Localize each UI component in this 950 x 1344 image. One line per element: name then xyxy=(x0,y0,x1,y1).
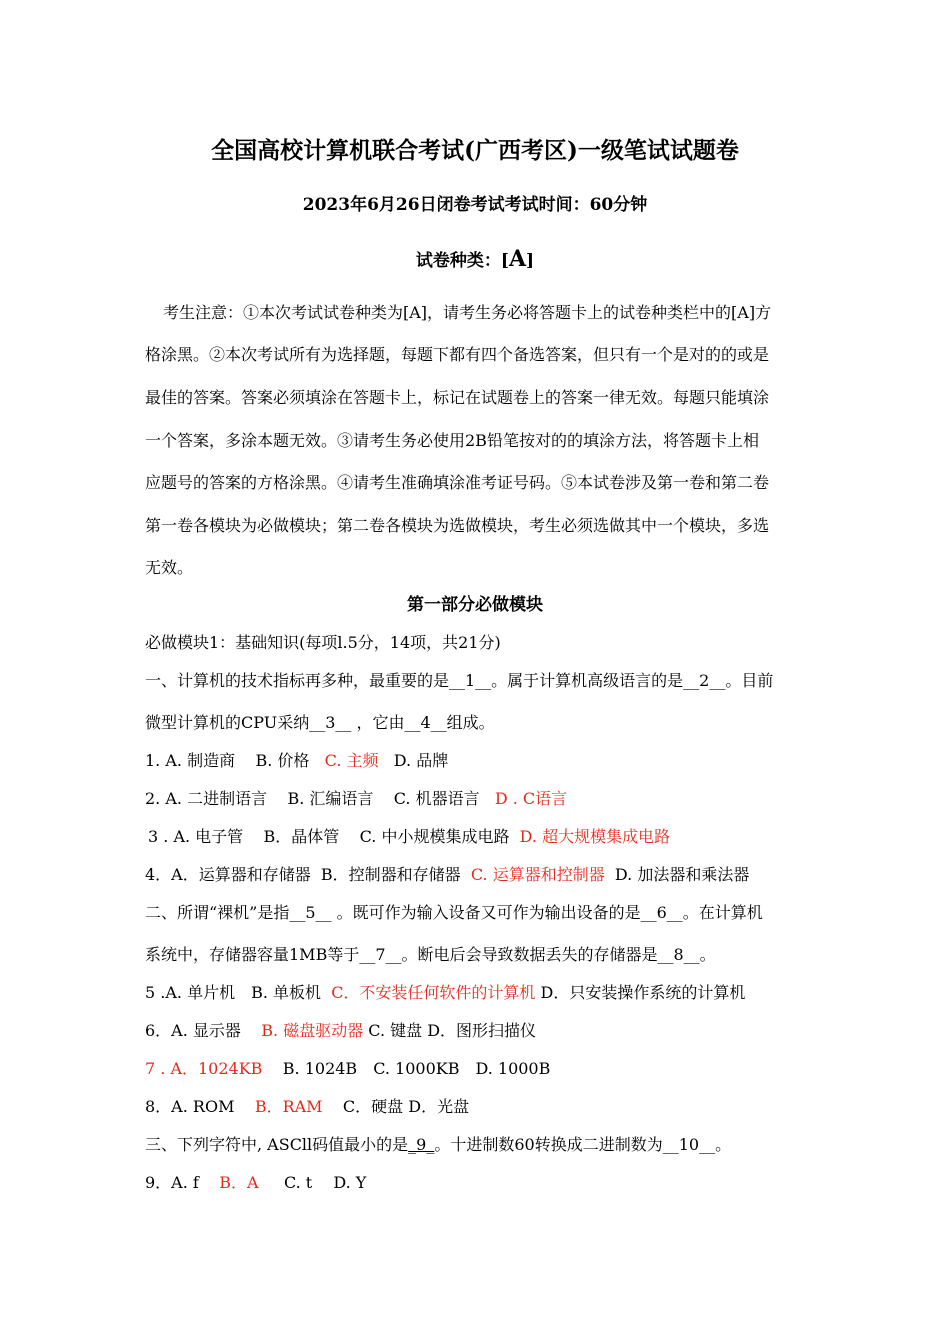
correct-answer: C．不安装任何软件的计算机 xyxy=(331,983,536,1002)
exam-title: 全国高校计算机联合考试(广西考区)一级笔试试题卷 xyxy=(211,137,739,164)
module-heading: 必做模块1：基础知识(每项l.5分，14项，共21分) xyxy=(145,633,501,652)
notice-line: 无效。 xyxy=(145,558,194,577)
option: 8．A. ROM xyxy=(145,1097,235,1116)
option: C. 中小规模集成电路 xyxy=(359,827,510,846)
options-q8 xyxy=(145,1097,810,1117)
options-q5 xyxy=(145,983,810,1003)
options-q4 xyxy=(145,865,810,885)
options-q7 xyxy=(145,1059,810,1079)
option: C. 机器语言 xyxy=(393,789,480,808)
correct-answer: B．A xyxy=(219,1173,259,1192)
section-title: 第一部分必做模块 xyxy=(407,595,543,615)
option: C．硬盘 D．光盘 xyxy=(342,1097,470,1116)
question-stem: 一、计算机的技术指标再多种，最重要的是__1__。属于计算机高级语言的是__2__。目前 xyxy=(145,671,774,690)
correct-answer: C. 运算器和控制器 xyxy=(470,865,605,884)
exam-subtitle: 2023年6月26日闭卷考试考试时间：60分钟 xyxy=(302,195,648,215)
option: B．控制器和存储器 xyxy=(320,865,461,884)
option: D. 加法器和乘法器 xyxy=(614,865,750,884)
notice-line: 最佳的答案。答案必须填涂在答题卡上，标记在试题卷上的答案一律无效。每题只能填涂 xyxy=(145,388,770,407)
notice-line: 考生注意：①本次考试试卷种类为[A]，请考生务必将答题卡上的试卷种类栏中的[A]方 xyxy=(163,303,772,322)
notice-line: 一个答案，多涂本题无效。③请考生务必使用2B铅笔按对的的填涂方法，将答题卡上相 xyxy=(145,431,759,450)
option: D. 品牌 xyxy=(393,751,449,770)
correct-answer: C. 主频 xyxy=(324,751,379,770)
options-q2 xyxy=(145,789,810,809)
option: B. 价格 xyxy=(255,751,310,770)
option: D．只安装操作系统的计算机 xyxy=(540,983,746,1002)
correct-answer: D . C语言 xyxy=(494,789,568,808)
answer-blank: _9_ xyxy=(408,1135,435,1154)
option: B. 汇编语言 xyxy=(287,789,374,808)
option: 1. A. 制造商 xyxy=(145,751,236,770)
question-stem: 微型计算机的CPU采纳__3__ ，它由__4__组成。 xyxy=(145,713,495,732)
option: C. t D. Y xyxy=(283,1173,367,1192)
notice-line: 应题号的答案的方格涂黑。④请考生准确填涂准考证号码。⑤本试卷涉及第一卷和第二卷 xyxy=(145,473,770,492)
options-q3 xyxy=(145,827,813,847)
option: 5 .A. 单片机 B. 单板机 xyxy=(145,983,322,1002)
options-q1 xyxy=(145,751,810,771)
paper-type-value: A xyxy=(508,246,527,272)
question-stem: 三、下列字符中, ASCll码值最小的是_9_。十进制数60转换成二进制数为__10__。 xyxy=(145,1135,732,1154)
notice-line: 第一卷各模块为必做模块；第二卷各模块为选做模块，考生必须选做其中一个模块，多选 xyxy=(145,516,770,535)
option: B．晶体管 xyxy=(263,827,340,846)
option: 3 . A. 电子管 xyxy=(148,827,244,846)
options-q6 xyxy=(145,1021,810,1041)
correct-answer: 7 . A．1024KB xyxy=(145,1059,263,1078)
correct-answer: B. 磁盘驱动器 xyxy=(261,1021,364,1040)
option: 4．A．运算器和存储器 xyxy=(145,865,311,884)
correct-answer: B．RAM xyxy=(254,1097,323,1116)
question-stem: 二、所谓“裸机”是指__5__ 。既可作为输入设备又可作为输出设备的是__6__。在计算机 xyxy=(145,903,763,922)
option: 9．A. f xyxy=(145,1173,199,1192)
paper-type: 试卷种类：[A] xyxy=(415,246,535,272)
notice-line: 格涂黑。②本次考试所有为选择题，每题下都有四个备选答案，但只有一个是对的的或是 xyxy=(145,345,770,364)
correct-answer: D. 超大规模集成电路 xyxy=(519,827,671,846)
option: C. 键盘 D．图形扫描仪 xyxy=(368,1021,537,1040)
option: 6．A. 显示器 xyxy=(145,1021,241,1040)
options-q9 xyxy=(145,1173,810,1193)
option: 2. A. 二进制语言 xyxy=(145,789,268,808)
option: B. 1024B C. 1000KB D. 1000B xyxy=(282,1059,551,1078)
question-stem: 系统中，存储器容量1MB等于__7__。断电后会导致数据丢失的存储器是__8__。 xyxy=(145,945,716,964)
